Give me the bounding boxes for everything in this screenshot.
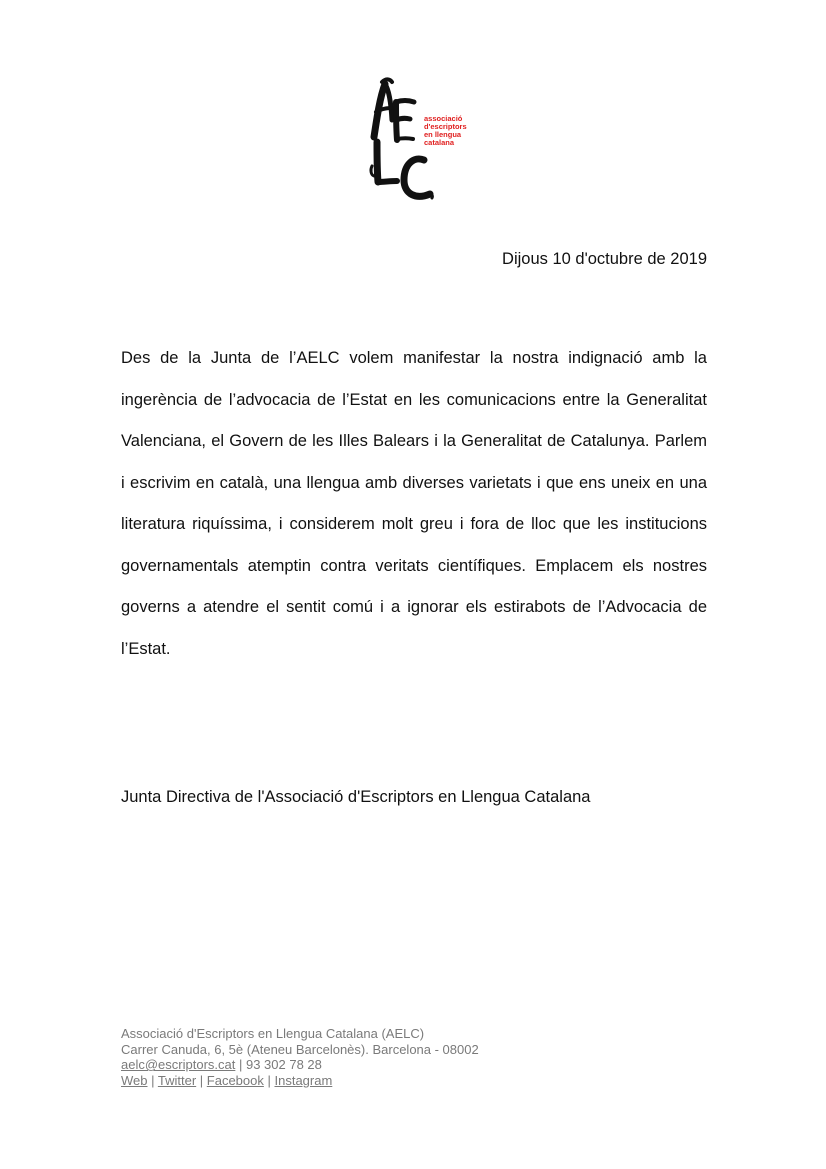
letter-signature: Junta Directiva de l'Associació d'Escriptors en Llengua Catalana	[121, 788, 591, 806]
logo-wordmark	[424, 115, 498, 147]
letter-body: Des de la Junta de l’AELC volem manifestar la nostra indignació amb la ingerència de l’advocacia de l’Estat en les comunicacions entre la Generalitat Valenciana, el Govern de les Illes Balears i la Generalitat de Catalunya. Parlem i escrivim en català, una llengua amb diverses varietats i que ens uneix en una literatura riquíssima, i considerem molt greu i fora de lloc que les institucions governamentals atemptin contra veritats científiques. Emplacem els nostres governs a atendre el sentit comú i a ignorar els estirabots de l’Advocacia de l’Estat.	[121, 349, 707, 658]
footer-contact	[121, 1057, 479, 1073]
logo-text-line: en llengua	[424, 130, 462, 139]
footer-separator: |	[147, 1072, 158, 1088]
logo-text-line: catalana	[424, 138, 455, 147]
footer-separator: |	[196, 1072, 207, 1088]
footer-phone: 93 302 78 28	[245, 1057, 322, 1073]
footer-separator: |	[263, 1072, 275, 1088]
aelc-logo	[330, 42, 498, 225]
footer-links	[121, 1073, 479, 1089]
logo-text-line: d'escriptors	[424, 122, 467, 131]
footer-separator: |	[235, 1057, 246, 1073]
footer-address: Carrer Canuda, 6, 5è (Ateneu Barcelonès). Barcelona - 08002	[121, 1041, 479, 1057]
footer-email-link[interactable]: aelc@escriptors.cat	[121, 1057, 236, 1073]
footer	[121, 1026, 479, 1088]
footer-link-twitter[interactable]: Twitter	[157, 1072, 197, 1088]
logo-text-line: associació	[424, 114, 463, 123]
footer-link-instagram[interactable]: Instagram	[274, 1072, 333, 1088]
footer-link-web[interactable]: Web	[121, 1072, 148, 1088]
footer-org-name: Associació d'Escriptors en Llengua Catalana (AELC)	[121, 1026, 425, 1041]
footer-link-facebook[interactable]: Facebook	[206, 1072, 264, 1088]
letter-date: Dijous 10 d'octubre de 2019	[502, 250, 707, 268]
